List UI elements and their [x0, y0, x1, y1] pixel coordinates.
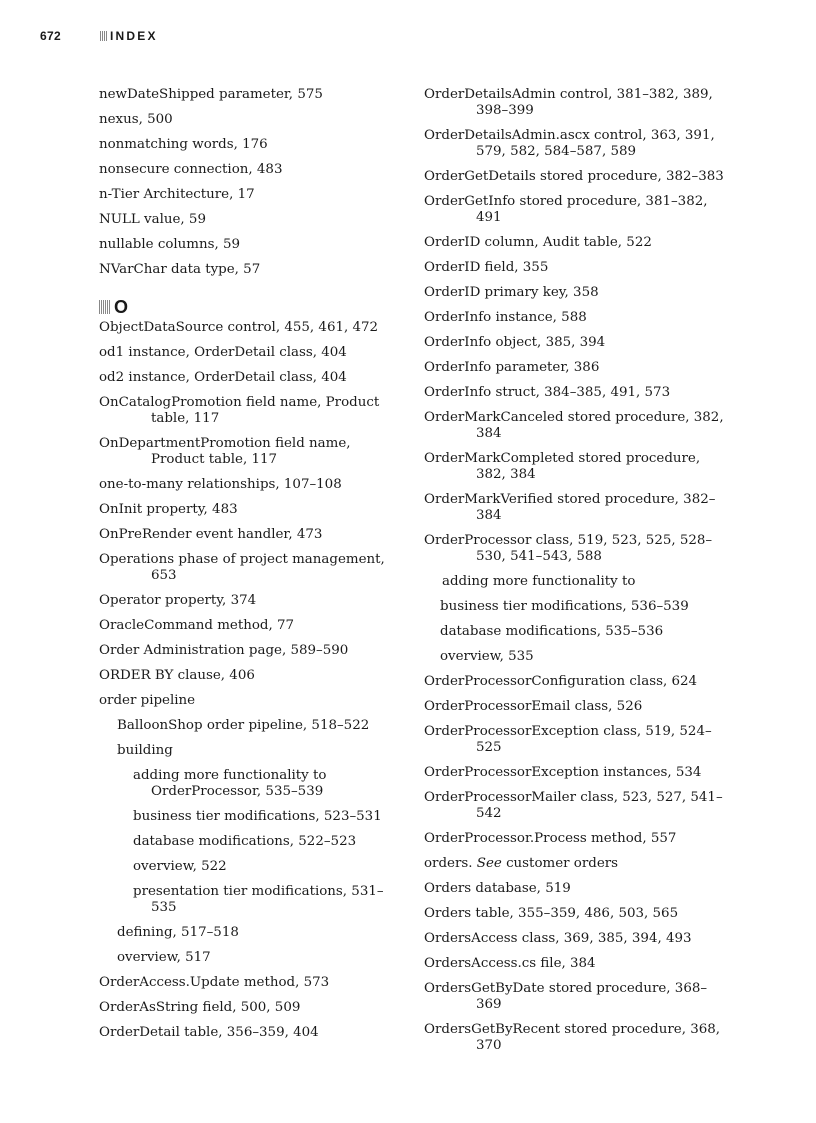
- index-entry: newDateShipped parameter, 575: [99, 87, 323, 102]
- index-entry: Operator property, 374: [99, 593, 257, 608]
- index-entry: OrderAsString field, 500, 509: [99, 1000, 301, 1015]
- index-entry: Orders database, 519: [424, 881, 571, 896]
- page-number: 672: [40, 29, 61, 43]
- page-header: [40, 27, 776, 45]
- index-entry: OnInit property, 483: [99, 502, 238, 517]
- index-entry: OrdersGetByRecent stored procedure, 368, 370: [424, 1022, 721, 1053]
- index-entry: OrdersGetByDate stored procedure, 368–369: [424, 981, 708, 1012]
- index-entry: OrderMarkVerified stored procedure, 382–384: [424, 492, 716, 523]
- index-entry: OrderGetInfo stored procedure, 381–382, 491: [424, 194, 708, 225]
- index-entry: OrderInfo instance, 588: [424, 310, 587, 325]
- hatch-mark-icon: [99, 300, 111, 314]
- index-entry: OrderProcessorEmail class, 526: [424, 699, 643, 714]
- index-entry: n-Tier Architecture, 17: [99, 187, 255, 202]
- index-entry: one-to-many relationships, 107–108: [99, 477, 342, 492]
- index-entry: OracleCommand method, 77: [99, 618, 295, 633]
- index-entry: nonmatching words, 176: [99, 137, 268, 152]
- index-entry: od1 instance, OrderDetail class, 404: [99, 345, 347, 360]
- index-entry-cross-reference: [424, 856, 726, 872]
- index-entry: Order Administration page, 589–590: [99, 643, 349, 658]
- index-subsubentry: database modifications, 535–536: [440, 624, 664, 639]
- index-entry: OrderProcessorException class, 519, 524–525: [424, 724, 712, 755]
- index-entry: OrderDetailsAdmin control, 381–382, 389, 398–399: [424, 87, 713, 118]
- index-entry: order pipeline: [99, 693, 196, 708]
- index-entry: OrdersAccess.cs file, 384: [424, 956, 596, 971]
- section-heading: [99, 296, 399, 318]
- reference-target: customer orders: [506, 856, 619, 871]
- index-subentry: adding more functionality to: [442, 574, 636, 589]
- index-subentry: overview, 517: [117, 950, 211, 965]
- index-subsubentry: overview, 522: [133, 859, 227, 874]
- index-entry: OrderProcessorMailer class, 523, 527, 541–542: [424, 790, 723, 821]
- index-entry: OrderGetDetails stored procedure, 382–383: [424, 169, 724, 184]
- index-entry: OrderInfo struct, 384–385, 491, 573: [424, 385, 671, 400]
- index-entry: ORDER BY clause, 406: [99, 668, 255, 683]
- index-entry: OnDepartmentPromotion field name, Product table, 117: [99, 436, 351, 467]
- index-entry: od2 instance, OrderDetail class, 404: [99, 370, 347, 385]
- index-entry: OrderProcessorConfiguration class, 624: [424, 674, 698, 689]
- index-subsubentry: business tier modifications, 523–531: [133, 809, 382, 824]
- index-entry: OrderID column, Audit table, 522: [424, 235, 652, 250]
- index-subsubentry: business tier modifications, 536–539: [440, 599, 689, 614]
- running-head-text: INDEX: [110, 29, 158, 43]
- index-entry: OrderMarkCanceled stored procedure, 382, 384: [424, 410, 724, 441]
- index-subentry: defining, 517–518: [117, 925, 239, 940]
- index-subentry: BalloonShop order pipeline, 518–522: [117, 718, 370, 733]
- index-subsubentry: overview, 535: [440, 649, 534, 664]
- hatch-mark-icon: [100, 31, 108, 41]
- index-entry: OrderProcessor.Process method, 557: [424, 831, 677, 846]
- running-head: [100, 29, 158, 43]
- index-entry: OrdersAccess class, 369, 385, 394, 493: [424, 931, 692, 946]
- index-entry: nonsecure connection, 483: [99, 162, 283, 177]
- index-entry: ObjectDataSource control, 455, 461, 472: [99, 320, 379, 335]
- index-entry: OrderProcessor class, 519, 523, 525, 528–530, 541–543, 588: [424, 533, 713, 564]
- index-entry: Orders table, 355–359, 486, 503, 565: [424, 906, 679, 921]
- index-entry: OrderInfo object, 385, 394: [424, 335, 606, 350]
- index-column-left: [99, 87, 399, 1041]
- index-subsubentry: adding more functionality to OrderProcessor, 535–539: [133, 768, 327, 799]
- entry-term: orders.: [424, 856, 473, 871]
- see-reference: See: [476, 856, 502, 871]
- index-entry: OrderDetail table, 356–359, 404: [99, 1025, 319, 1040]
- section-letter: O: [114, 297, 129, 317]
- index-entry: nexus, 500: [99, 112, 173, 127]
- index-entry: OnCatalogPromotion field name, Product table, 117: [99, 395, 380, 426]
- index-entry: NVarChar data type, 57: [99, 262, 261, 277]
- index-entry: OrderID primary key, 358: [424, 285, 599, 300]
- index-entry: OnPreRender event handler, 473: [99, 527, 323, 542]
- index-entry: OrderID field, 355: [424, 260, 549, 275]
- index-column-right: [424, 87, 726, 1054]
- index-entry: OrderDetailsAdmin.ascx control, 363, 391, 579, 582, 584–587, 589: [424, 128, 715, 159]
- index-entry: OrderMarkCompleted stored procedure, 382, 384: [424, 451, 701, 482]
- index-subsubentry: database modifications, 522–523: [133, 834, 357, 849]
- index-subsubentry: presentation tier modifications, 531–535: [133, 884, 384, 915]
- index-entry: OrderInfo parameter, 386: [424, 360, 600, 375]
- index-subentry: building: [117, 743, 173, 758]
- index-entry: nullable columns, 59: [99, 237, 241, 252]
- index-entry: NULL value, 59: [99, 212, 206, 227]
- index-entry: Operations phase of project management, 653: [99, 552, 385, 583]
- index-entry: OrderProcessorException instances, 534: [424, 765, 702, 780]
- index-entry: OrderAccess.Update method, 573: [99, 975, 330, 990]
